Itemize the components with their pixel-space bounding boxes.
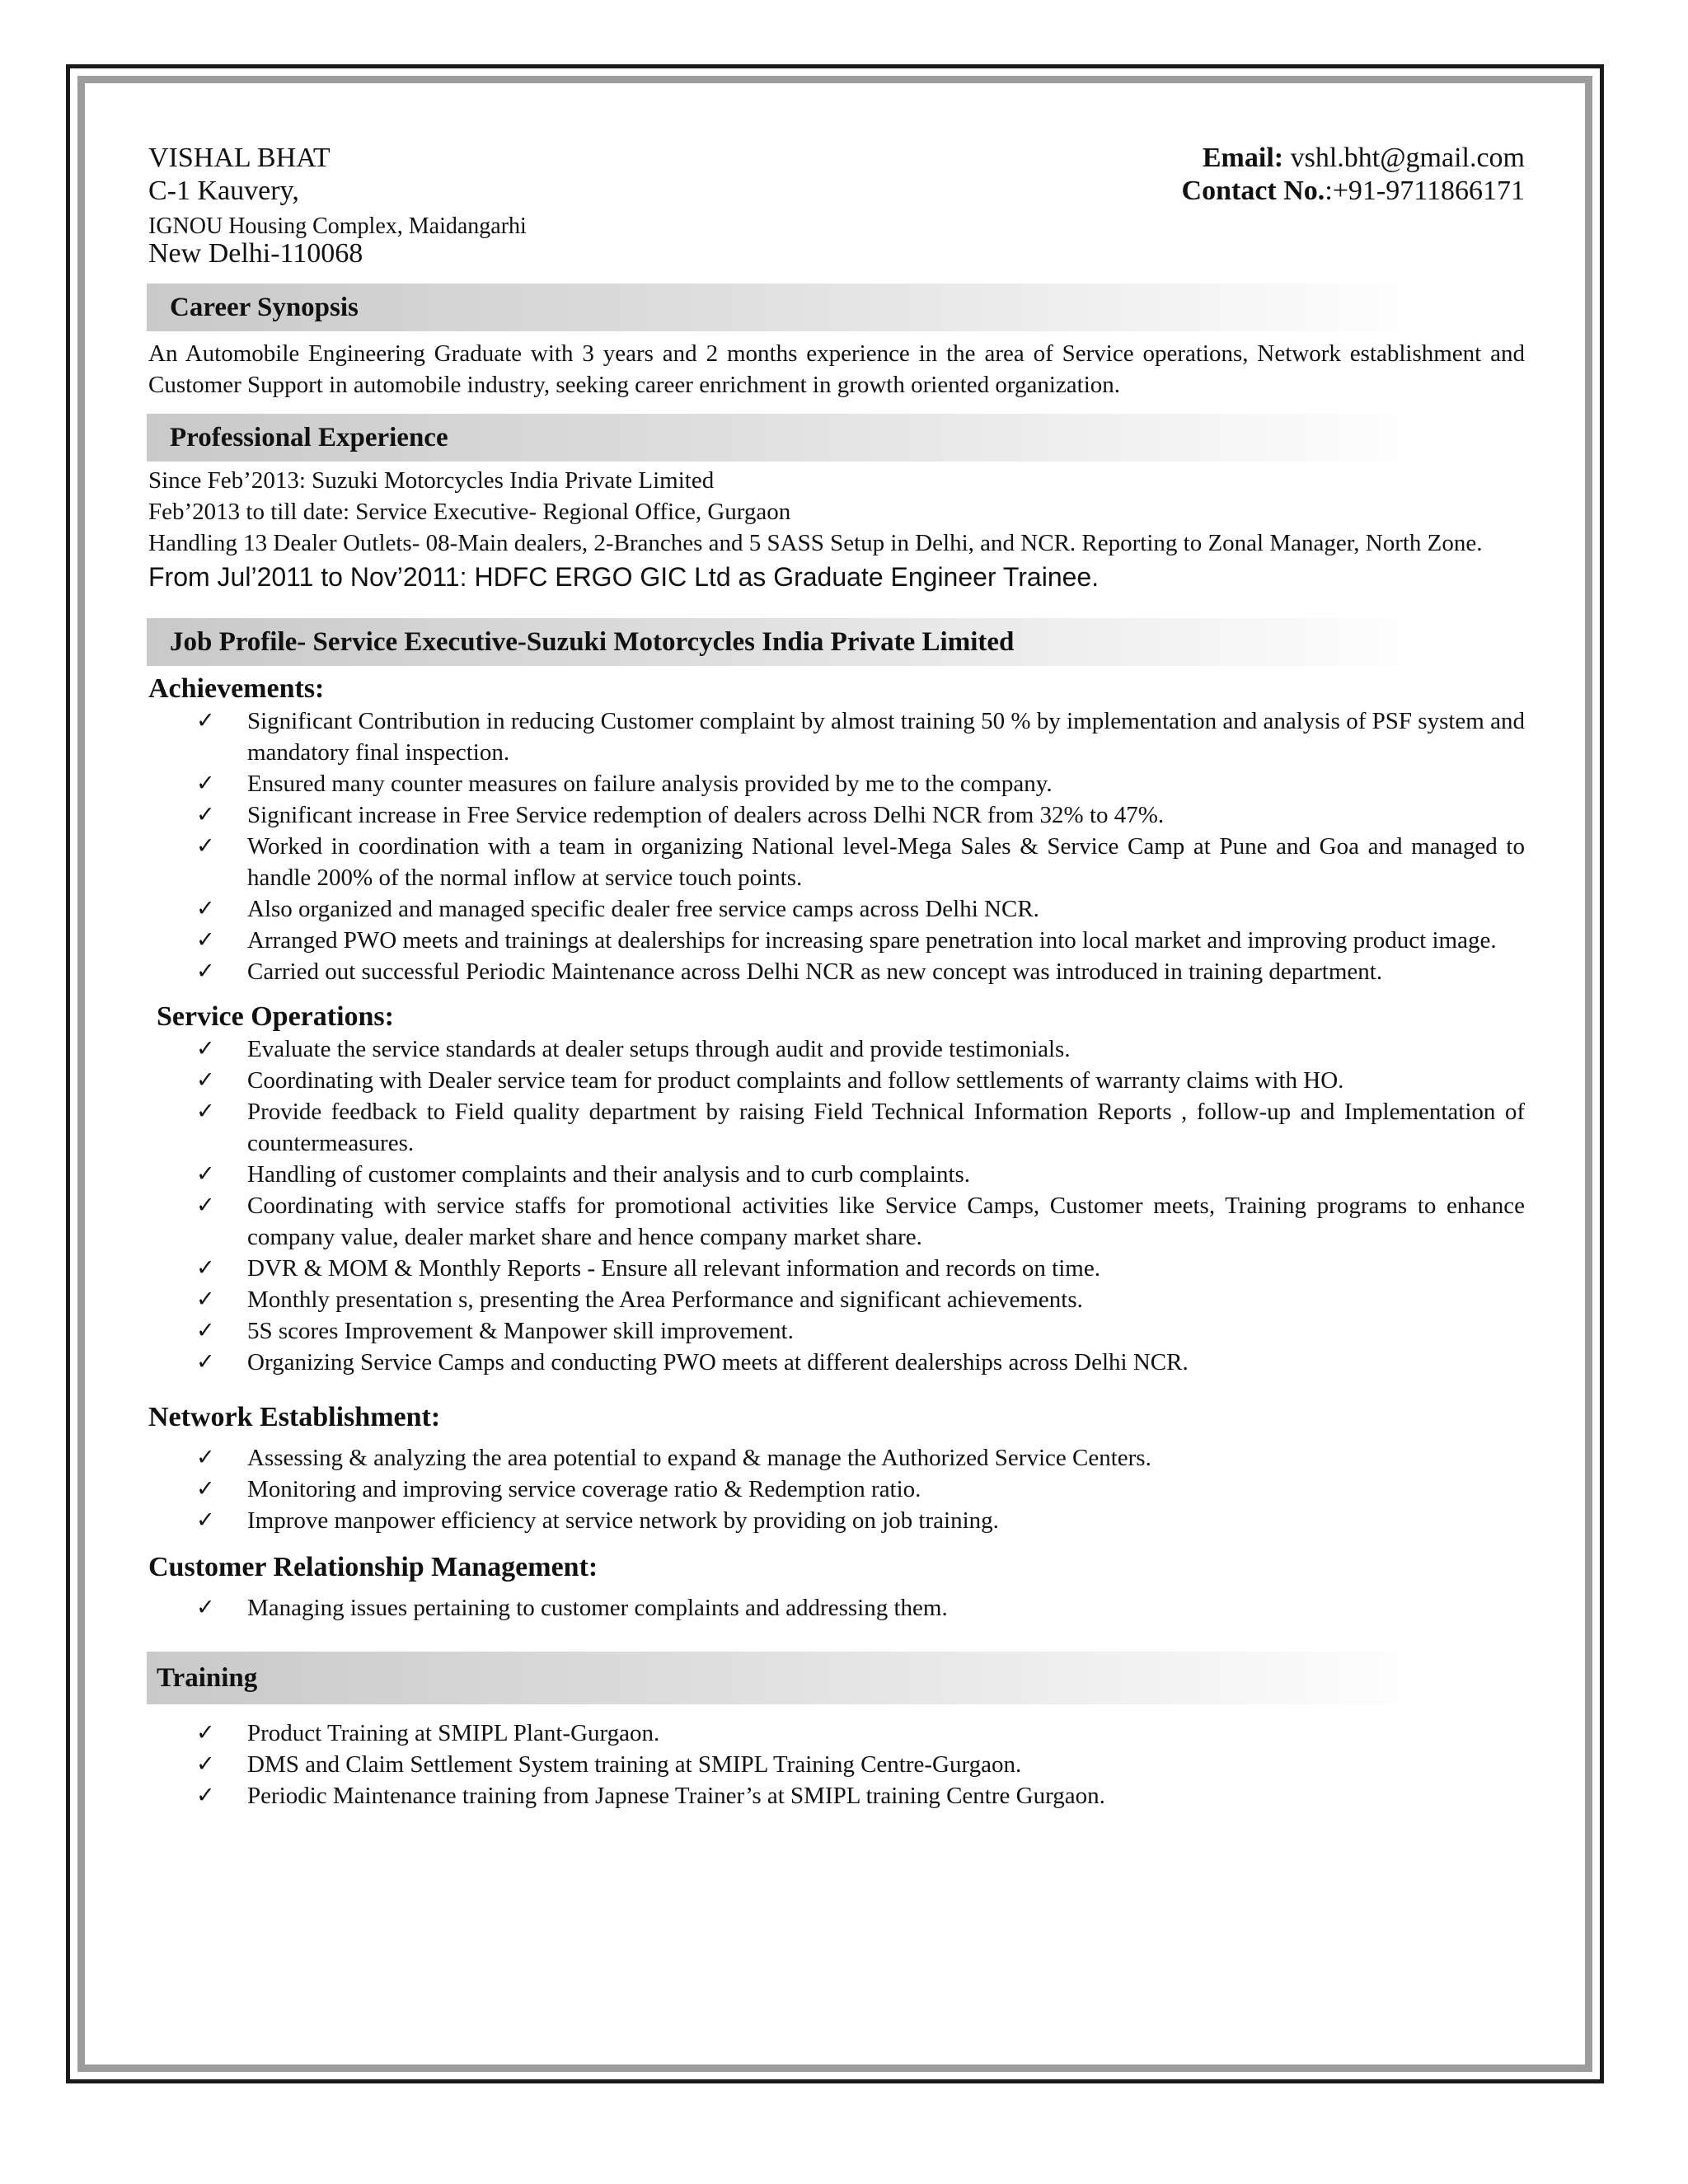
check-icon: ✓: [196, 1161, 215, 1187]
address-line-3: New Delhi-110068: [148, 238, 363, 269]
check-icon: ✓: [196, 802, 215, 827]
email-label: Email:: [1202, 143, 1284, 173]
list-item: ✓ Significant increase in Free Service redemption of dealers across Delhi NCR from 32% to 47%.: [148, 799, 1525, 831]
contact-value: :+91-9711866171: [1325, 176, 1525, 206]
achievements-heading: Achievements:: [148, 673, 325, 704]
career-synopsis-text: An Automobile Engineering Graduate with 3 years and 2 months experience in the area of Service operations, Network establishment and Customer Support in automobile industry, seeking career enrichment in growth oriented organization.: [148, 340, 1525, 398]
email-value: vshl.bht@gmail.com: [1283, 143, 1525, 173]
list-item: ✓ Also organized and managed specific dealer free service camps across Delhi NCR.: [148, 893, 1525, 925]
list-item: ✓ Coordinating with service staffs for promotional activities like Service Camps, Customer meets, Training programs to enhance company value, dealer market share and hence company market share.: [148, 1190, 1525, 1253]
check-icon: ✓: [196, 1595, 215, 1620]
check-icon: ✓: [196, 958, 215, 984]
network-establishment-heading: Network Establishment:: [148, 1402, 441, 1432]
achievements-list: [148, 705, 1525, 987]
address-line-2: IGNOU Housing Complex, Maidangarhi: [148, 213, 527, 239]
list-item: ✓ Assessing & analyzing the area potential to expand & manage the Authorized Service Centers.: [148, 1442, 1525, 1474]
check-icon: ✓: [196, 1783, 215, 1808]
section-professional-experience: Professional Experience: [147, 414, 1432, 462]
check-icon: ✓: [196, 1507, 215, 1533]
check-icon: ✓: [196, 1193, 215, 1218]
service-operations-list: [148, 1033, 1525, 1378]
check-icon: ✓: [196, 896, 215, 921]
experience-line-2: Feb’2013 to till date: Service Executive- Regional Office, Gurgaon: [148, 499, 791, 525]
list-item: ✓ 5S scores Improvement & Manpower skill improvement.: [148, 1315, 1525, 1347]
check-icon: ✓: [196, 833, 215, 859]
experience-line-1: Since Feb’2013: Suzuki Motorcycles India Private Limited: [148, 467, 715, 494]
resume-content: [148, 142, 1525, 1811]
check-icon: ✓: [196, 1349, 215, 1375]
check-icon: ✓: [196, 1067, 215, 1093]
check-icon: ✓: [196, 1036, 215, 1062]
list-item: ✓ Significant Contribution in reducing Customer complaint by almost training 50 % by implementation and analysis of PSF system and mandatory final inspection.: [148, 705, 1525, 768]
list-item: ✓ Carried out successful Periodic Maintenance across Delhi NCR as new concept was introduced in training department.: [148, 956, 1525, 987]
check-icon: ✓: [196, 1099, 215, 1124]
list-item: ✓ Managing issues pertaining to customer complaints and addressing them.: [148, 1592, 1525, 1624]
training-list: [148, 1718, 1525, 1811]
contact-label: Contact No.: [1181, 176, 1325, 206]
list-item: ✓ Worked in coordination with a team in organizing National level-Mega Sales & Service Camp at Pune and Goa and managed to handle 200% of the normal inflow at service touch points.: [148, 831, 1525, 893]
email-line: [1203, 142, 1525, 175]
list-item: ✓ Arranged PWO meets and trainings at dealerships for increasing spare penetration into local market and improving product image.: [148, 925, 1525, 956]
check-icon: ✓: [196, 1720, 215, 1746]
contact-line: [1182, 175, 1525, 208]
check-icon: ✓: [196, 1286, 215, 1312]
check-icon: ✓: [196, 1751, 215, 1777]
list-item: ✓ Monitoring and improving service coverage ratio & Redemption ratio.: [148, 1474, 1525, 1505]
experience-line-3: Handling 13 Dealer Outlets- 08-Main dealers, 2-Branches and 5 SASS Setup in Delhi, and NCR. Reporting to Zonal Manager, North Zone.: [148, 530, 1483, 556]
section-job-profile: Job Profile- Service Executive-Suzuki Motorcycles India Private Limited: [147, 618, 1432, 666]
check-icon: ✓: [196, 1476, 215, 1502]
candidate-name: VISHAL BHAT: [148, 143, 331, 173]
list-item: ✓ Handling of customer complaints and their analysis and to curb complaints.: [148, 1159, 1525, 1190]
list-item: ✓ DMS and Claim Settlement System training at SMIPL Training Centre-Gurgaon.: [148, 1749, 1525, 1780]
list-item: ✓ Product Training at SMIPL Plant-Gurgaon.: [148, 1718, 1525, 1749]
list-item: ✓ Coordinating with Dealer service team for product complaints and follow settlements of warranty claims with HO.: [148, 1065, 1525, 1096]
section-career-synopsis: Career Synopsis: [147, 284, 1432, 331]
check-icon: ✓: [196, 1255, 215, 1281]
contact-header: [148, 142, 1525, 272]
list-item: ✓ Evaluate the service standards at dealer setups through audit and provide testimonials.: [148, 1033, 1525, 1065]
check-icon: ✓: [196, 1318, 215, 1343]
crm-list: [148, 1592, 1525, 1624]
list-item: ✓ DVR & MOM & Monthly Reports - Ensure all relevant information and records on time.: [148, 1253, 1525, 1284]
check-icon: ✓: [196, 927, 215, 953]
list-item: ✓ Improve manpower efficiency at service network by providing on job training.: [148, 1505, 1525, 1536]
check-icon: ✓: [196, 1445, 215, 1470]
service-operations-heading: Service Operations:: [157, 1001, 394, 1032]
list-item: ✓ Monthly presentation s, presenting the Area Performance and significant achievements.: [148, 1284, 1525, 1315]
check-icon: ✓: [196, 708, 215, 733]
network-establishment-list: [148, 1442, 1525, 1536]
check-icon: ✓: [196, 771, 215, 796]
list-item: ✓ Provide feedback to Field quality department by raising Field Technical Information Reports , follow-up and Implementation of countermeasures.: [148, 1096, 1525, 1159]
list-item: ✓ Organizing Service Camps and conducting PWO meets at different dealerships across Delhi NCR.: [148, 1347, 1525, 1378]
address-line-1: C-1 Kauvery,: [148, 176, 299, 206]
experience-line-4: From Jul’2011 to Nov’2011: HDFC ERGO GIC Ltd as Graduate Engineer Trainee.: [148, 562, 1100, 592]
section-training: Training: [147, 1652, 1432, 1704]
crm-heading: Customer Relationship Management:: [148, 1552, 598, 1582]
list-item: ✓ Periodic Maintenance training from Japnese Trainer’s at SMIPL training Centre Gurgaon.: [148, 1780, 1525, 1811]
list-item: ✓ Ensured many counter measures on failure analysis provided by me to the company.: [148, 768, 1525, 799]
